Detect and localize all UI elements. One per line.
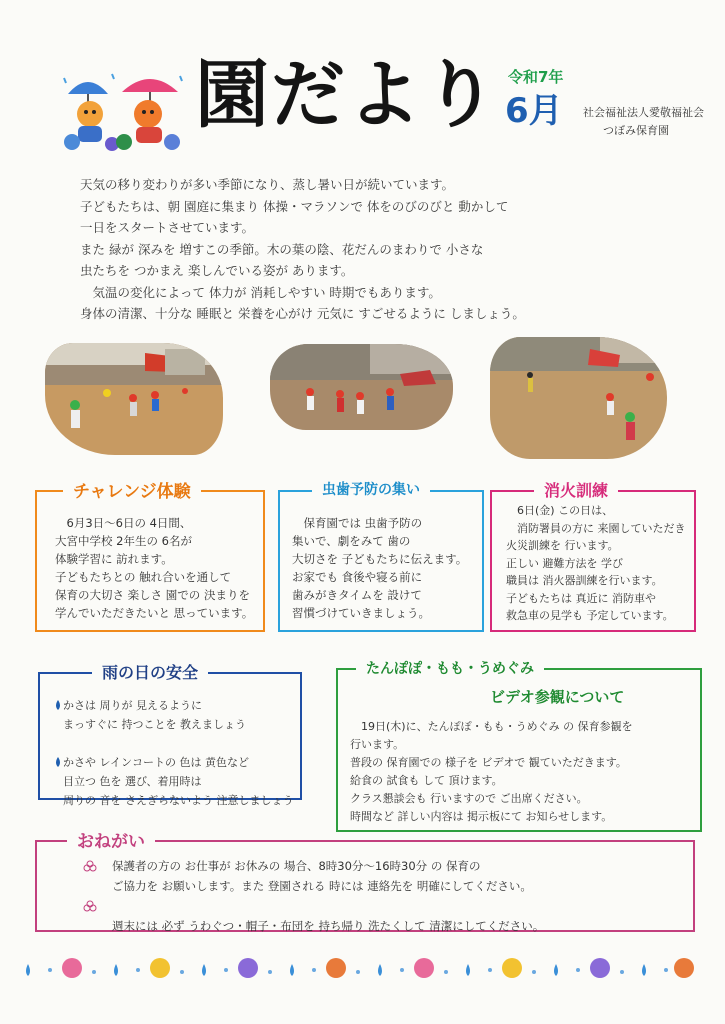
intro-line: 天気の移り変わりが多い季節になり、蒸し暑い日が続いています。 [80,177,455,192]
umbrella-children-illustration [60,64,190,154]
rainy-character-border [20,950,710,990]
newsletter-month: 6月 [505,91,563,131]
intro-text [80,174,600,325]
challenge-experience-box [35,482,265,632]
newsletter-title: 園だより [195,52,499,138]
organization-name: 社会福祉法人愛敬福祉会 [583,106,704,119]
flower-icon [83,860,97,874]
video-observation-box [336,661,702,832]
fire-drill-box [490,481,696,632]
intro-line: 気温の変化によって 体力が 消耗しやすい 時期でもあります。 [80,284,441,300]
dental-gathering-box [278,482,484,632]
video-text: 19日(木)に、たんぽぽ・もも・うめぐみ の 保育参観を 行います。 普段の 保育園での 様子を ビデオで 観ていただきます。 給食の 試食も して 頂けます。 クラス懇談会も 行いますので ご出席ください。 時間など 詳しい内容は 掲示板にて お知らせします。 [350,720,633,823]
rain-safety-box [38,663,302,807]
era-year: 令和7年 [508,68,564,86]
challenge-text: 6月3日～6日の 4日間、 大宮中学校 2年生の 6名が 体験学習に 訪れます。 子どもたちとの 触れ合いを通して 保育の大切さ 楽しさ 園での 決まりを 学んでいただきたいと 思っています。 [55,516,254,620]
flower-icon [83,900,97,914]
requests-title: おねがい [67,827,155,852]
fire-title: 消火訓練 [534,478,618,501]
fire-text: 6日(金) この日は、 消防署員の方に 来園していただき 火災訓練を 行います。 正しい 避難方法を 学び 職員は 消火器訓練を行います。 子どもたちは 真近に 消防車や 救急車の見学も 予定しています。 [506,504,686,622]
photo-playground-running [45,343,223,455]
video-title-line1: たんぽぽ・もも・うめぐみ [356,658,544,678]
rain-title: 雨の日の安全 [92,660,208,683]
challenge-title: チャレンジ体験 [63,477,201,502]
intro-line: 身体の清潔、十分な 睡眠と 栄養を心がけ 元気に すごせるように しましょう。 [80,306,525,321]
intro-line: 一日をスタートさせています。 [80,220,255,235]
intro-line: また 緑が 深みを 増すこの季節。木の葉の陰、花だんのまわりで 小さな [80,241,484,257]
intro-line: 子どもたちは、朝 園庭に集まり 体操・マラソンで 体をのびのびと 動かして [80,198,509,214]
dental-text: 保育園では 虫歯予防の 集いで、劇をみて 歯の 大切さを 子どもたちに伝えます。 お家でも 食後や寝る前に 歯みがきタイムを 設けて 習慣づけていきましょう。 [292,516,468,620]
rain-text: かさは 周りが 見えるように まっすぐに 持つことを 教えましょう かさや レインコートの 色は 黄色など 目立つ 色を 選び、着用時は 周りの 音を さえぎらないよう 注意しましょう [62,699,294,807]
nursery-name: つぼみ保育園 [603,124,669,137]
photo-playground-exercise [270,344,453,430]
intro-line: 虫たちを つかまえ 楽しんでいる姿が あります。 [80,263,354,278]
requests-text: 保護者の方の お仕事が お休みの 場合、8時30分～16時30分 の 保育の ご協力を お願いします。また 登園される 時には 連絡先を 明確にしてください。 週末には 必ず うわぐつ・帽子・布団を 持ち帰り 洗たくして 清潔にしてください。 [112,859,545,933]
video-title-line2: ビデオ参観について [490,688,625,706]
photo-playground-marathon [490,337,667,459]
dental-title: 虫歯予防の集い [312,479,430,499]
requests-box [35,832,695,933]
